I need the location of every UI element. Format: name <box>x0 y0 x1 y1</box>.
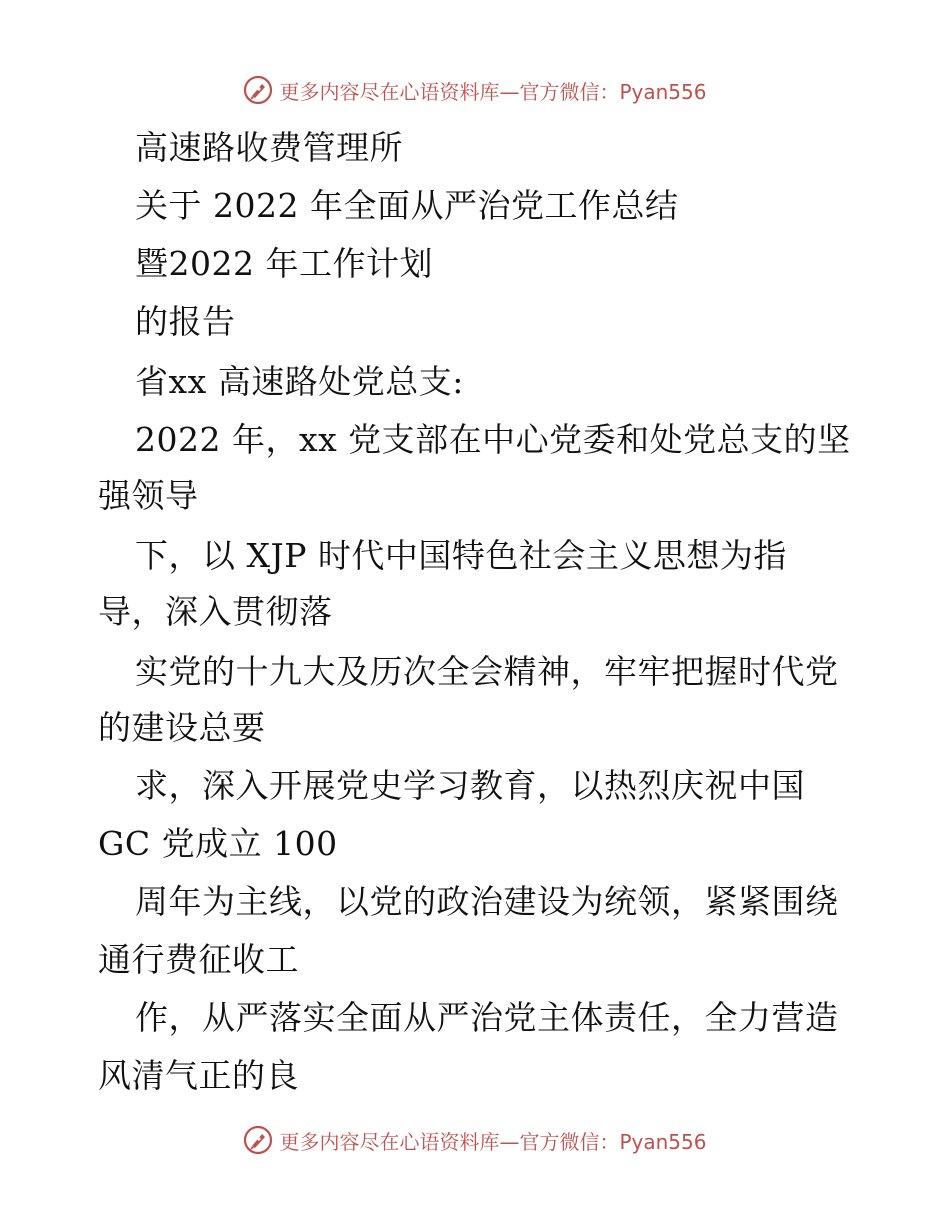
pen-nib-logo-icon <box>243 1125 273 1155</box>
doc-paragraph-line: 周年为主线，以党的政治建设为统领，紧紧围绕 <box>135 882 839 921</box>
doc-title-line-3: 暨2022 年工作计划 <box>135 244 433 283</box>
doc-paragraph-line: 实党的十九大及历次全会精神，牢牢把握时代党 <box>135 652 839 691</box>
doc-title-line-1: 高速路收费管理所 <box>135 128 403 167</box>
watermark-text-bottom: 更多内容尽在心语资料库—官方微信：Pyan556 <box>279 1129 707 1154</box>
doc-addressee: 省xx 高速路处党总支: <box>135 362 464 401</box>
doc-paragraph-line: GC 党成立 100 <box>98 824 338 863</box>
doc-paragraph-line: 通行费征收工 <box>98 940 299 979</box>
doc-paragraph-line: 风清气正的良 <box>98 1056 299 1095</box>
watermark-text-top: 更多内容尽在心语资料库—官方微信：Pyan556 <box>279 79 707 104</box>
doc-paragraph-line: 强领导 <box>98 476 199 515</box>
doc-paragraph-line: 2022 年，xx 党支部在中心党委和处党总支的坚 <box>135 420 851 459</box>
doc-paragraph-line: 的建设总要 <box>98 708 266 747</box>
doc-paragraph-line: 下，以 XJP 时代中国特色社会主义思想为指 <box>135 536 787 575</box>
doc-title-line-4: 的报告 <box>135 302 236 341</box>
doc-paragraph-line: 作，从严落实全面从严治党主体责任，全力营造 <box>135 998 839 1037</box>
watermark-banner-bottom <box>0 1120 950 1160</box>
pen-nib-logo-icon <box>243 75 273 105</box>
doc-paragraph-line: 求，深入开展党史学习教育，以热烈庆祝中国 <box>135 766 805 805</box>
watermark-banner-top <box>0 70 950 110</box>
doc-paragraph-line: 导，深入贯彻落 <box>98 592 333 631</box>
doc-title-line-2: 关于 2022 年全面从严治党工作总结 <box>135 186 679 225</box>
